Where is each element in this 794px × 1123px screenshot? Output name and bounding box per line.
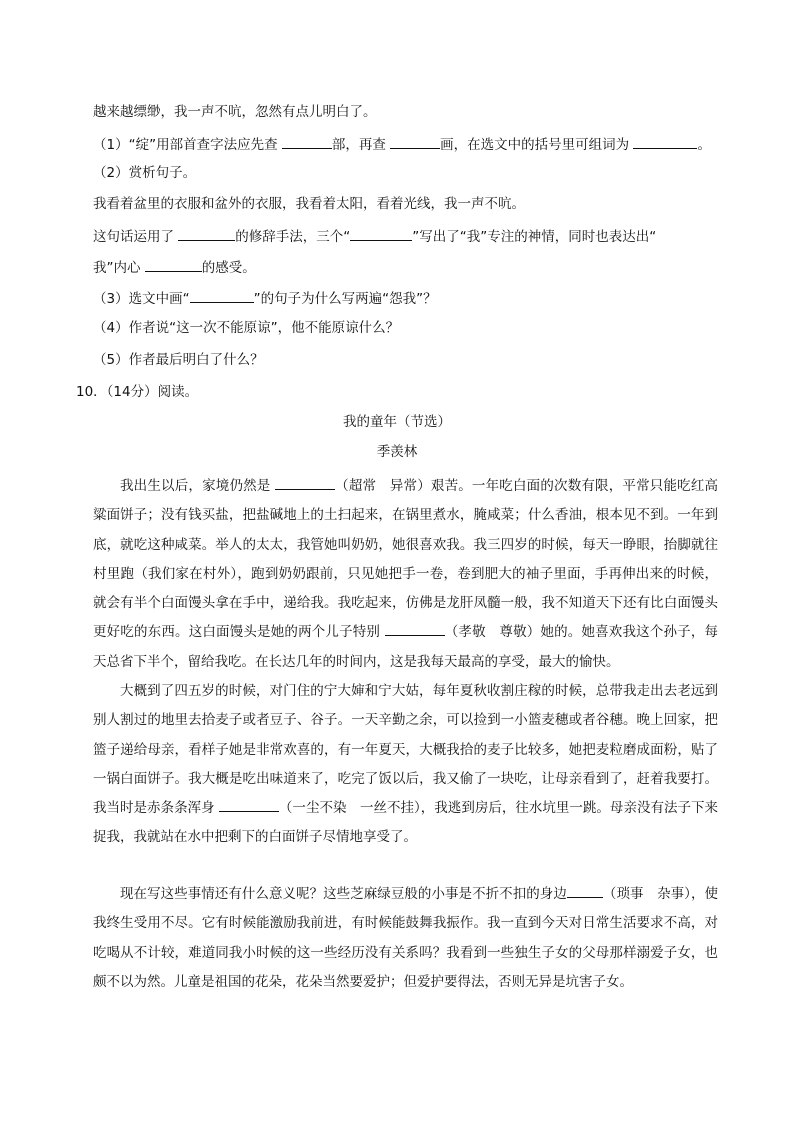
para1-text-3: （孝敬 尊敬）她的。她喜欢我这个孙子，每天总省下半个，留给我吃。在长达几年的时间内，这是我每天最高的享受，最大的愉快。 [93,624,719,670]
answer-blank-underlined[interactable] [190,288,254,303]
answer-blank-word-repeat[interactable] [350,226,412,241]
sub-question-4 [93,319,399,337]
q4-text: （4）作者说“这一次不能原谅”，他不能原谅什么？ [93,320,400,336]
article-paragraph-1 [93,472,718,677]
question-10-header [76,383,198,401]
para2-text-1: 大概到了四五岁的时候，对门住的宁大婶和宁大姑，每年夏秋收割庄稼的时候，总带我走出去老远到别人割过的地里去拾麦子或者豆子、谷子。一天辛勤之余，可以捡到一小篮麦穗或者谷穗。晚上回家，把篮子递给母亲，看样子她是非常欢喜的，有一年夏天，大概我拾的麦子比较多，她把麦粒磨成面粉，贴了一锅白面饼子。我大概是吃出味道来了，吃完了饭以后，我又偷了一块吃，让母亲看到了，赶着我要打。我当时是赤条条浑身 [93,683,718,817]
sub-question-5 [93,351,264,369]
analysis-line-1 [93,226,656,246]
article-title [0,413,794,431]
sub-question-2 [93,164,196,182]
analysis-p3: ”写出了“我”专注的神情，同时也表达出“ [412,229,657,245]
article-paragraph-3 [93,880,718,997]
sub-question-1 [93,134,711,154]
analysis-p1: 这句话运用了 [93,229,179,245]
answer-blank-feeling[interactable] [145,257,202,272]
analysis-p2: 的修辞手法，三个“ [235,229,351,245]
q1-text-mid1: 部，再查 [331,137,391,153]
article-paragraph-2 [93,677,718,853]
answer-blank-radical[interactable] [282,134,332,149]
article-author [0,443,794,461]
q5-text: （5）作者最后明白了什么？ [93,352,264,368]
answer-blank-word-choice-1[interactable] [275,475,335,490]
para1-text-2: （超常 异常）艰苦。一年吃白面的次数有限，平常只能吃红高粱面饼子；没有钱买盐，把盐碱地上的土扫起来，在锅里煮水，腌咸菜；什么香油，根本见不到。一年到底，就吃这种咸菜。举人的太太，我管她叫奶奶，她很喜欢我。我三四岁的时候，每天一睁眼，抬脚就往村里跑（我们家在村外），跑到奶奶跟前，只见她把手一卷，卷到肥大的袖子里面，手再伸出来的时候，就会有半个白面馒头拿在手中，递给我。我吃起来，仿佛是龙肝凤髓一般，我不知道天下还有比白面馒头更好吃的东西。这白面馒头是她的两个儿子特别 [93,478,718,641]
para3-text-2: （琐事 杂事），使我终生受用不尽。它有时候能激励我前进，有时候能鼓舞我振作。我一直到今天对日常生活要求不高，对吃喝从不计较，难道同我小时候的这一些经历没有关系吗？我看到一些独生子女的父母那样溺爱子女，也颇不以为然。儿童是祖国的花朵，花朵当然要爱护；但爱护要得法，否则无异是坑害子女。 [93,886,719,990]
q1-text-mid2: 画，在选文中的括号里可组词为 [440,137,634,153]
q3-text-after: ”的句子为什么写两遍“怨我”？ [253,291,437,307]
quoted-sentence-text: 我看着盆里的衣服和盆外的衣服，我看着太阳，看着光线，我一声不吭。 [93,196,525,212]
quoted-sentence [93,195,525,213]
analysis-line-2 [93,257,256,277]
answer-blank-word-choice-3[interactable] [219,797,279,812]
q1-text-end: 。 [697,137,711,153]
answer-blank-word-choice-2[interactable] [385,621,445,636]
article-title-text: 我的童年（节选） [343,414,451,430]
para3-text-1: 现在写这些事情还有什么意义呢？这些芝麻绿豆般的小事是不折不扣的身边 [120,886,567,902]
para2-text-2: （一尘不染 一丝不挂），我逃到房后，往水坑里一跳。母亲没有法子下来捉我，我就站在水中把剩下的白面饼子尽情地享受了。 [93,800,719,846]
analysis-p5: 的感受。 [201,260,256,276]
article-author-text: 季羡林 [376,444,418,460]
q3-text-before: （3）选文中画“ [93,291,190,307]
q1-text-before: （1）“绽”用部首查字法应先查 [93,137,282,153]
question-10-header-text: 10．（14分）阅读。 [76,384,199,400]
q2-text: （2）赏析句子。 [93,165,197,181]
answer-blank-rhetoric[interactable] [178,226,235,241]
answer-blank-word-choice-4[interactable] [567,883,603,898]
sub-question-3 [93,288,437,308]
para1-text-1: 我出生以后，家境仍然是 [120,478,275,494]
excerpt-end-text: 越来越缥缈，我一声不吭，忽然有点儿明白了。 [93,104,377,120]
excerpt-end-line [93,103,377,121]
answer-blank-strokes[interactable] [390,134,440,149]
answer-blank-word[interactable] [633,134,697,149]
analysis-p4: 我”内心 [93,260,145,276]
